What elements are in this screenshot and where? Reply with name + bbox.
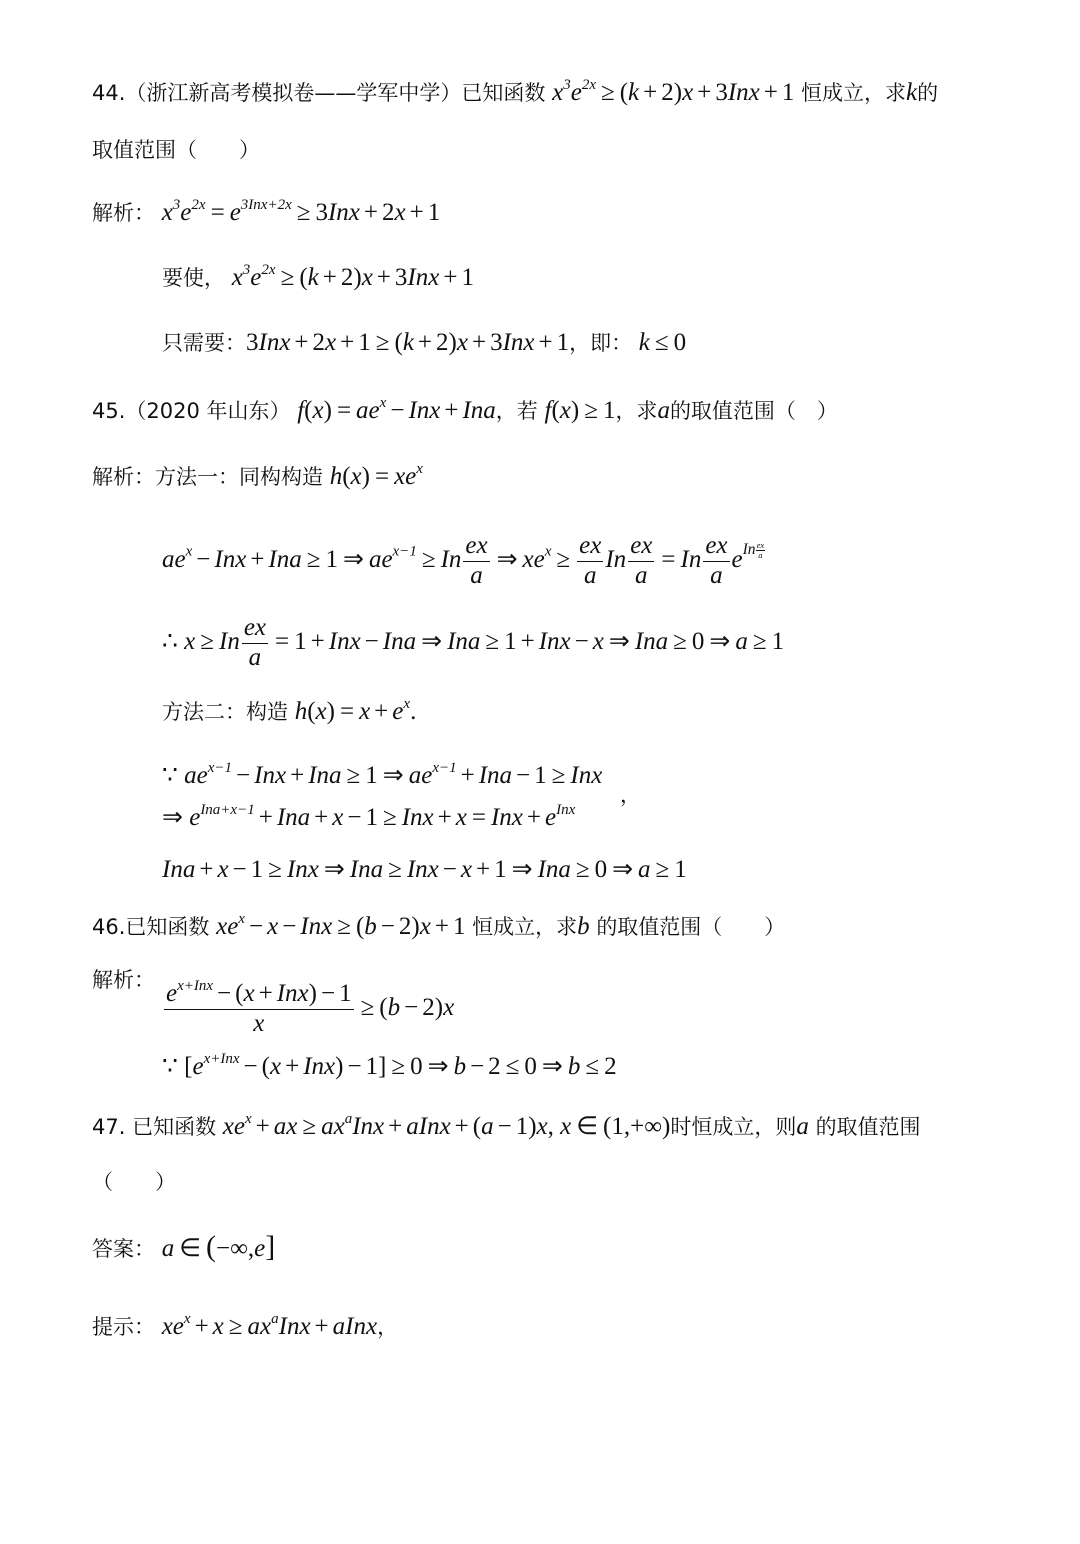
q45-ask: ，求 (615, 399, 658, 423)
q45-var-a: a (657, 397, 670, 424)
q45-derivation-4: ⇒ $e^{Ina+x-1}$ + Ina + x − 1 ≥ Inx + x = Inx + $e^{Inx}$ (162, 801, 576, 831)
q44-analysis-label: 解析： (92, 201, 155, 225)
q47-suffix: 时恒成立，则 (670, 1115, 797, 1139)
q45-method2-label: 方法二：构造 (162, 700, 288, 724)
q45-method1-construct: $h(x) = xe^x$ (329, 460, 423, 490)
q47-number: 47. (92, 1115, 126, 1139)
q46-analysis-result: ∵ $[e^{x+Inx} - (x + Inx) - 1] \ge 0$ ⇒ b − 2 ≤ 0 ⇒ b ≤ 2 (162, 1050, 617, 1080)
q47-hint-line (92, 1312, 398, 1342)
q46-statement (92, 912, 785, 942)
q47-tail: 的取值范围 (815, 1115, 921, 1139)
q44-statement-line2: 取值范围（ ） (92, 138, 260, 162)
q46-inequality: $xe^x - x$ − Inx ≥ (b − 2)x + 1 (216, 910, 466, 940)
q45-method1-line (92, 462, 423, 492)
q44-result: k ≤ 0 (638, 329, 687, 356)
q44-inequality: $x^3e^{2x} \ge (k + 2)x + 3Inx + 1$ (552, 76, 795, 106)
q45-trailing-comma: ， (620, 783, 641, 807)
q45-method2-construct: $h(x) = x + e^x$. (294, 695, 417, 725)
q45-derivation-5: Ina + x − 1 ≥ Inx ⇒ Ina ≥ Inx − x + 1 ⇒ Ina ≥ 0 ⇒ a ≥ 1 (162, 856, 687, 883)
q47-var-a: a (796, 1113, 809, 1140)
q45-tail: 的取值范围（ ） (669, 399, 838, 423)
q46-number: 46. (92, 915, 126, 939)
q44-ie-label: 即： (590, 331, 633, 355)
q45-comma: ， (495, 399, 517, 423)
q44-statement (92, 78, 938, 108)
q44-source: （浙江新高考模拟卷——学军中学） (125, 81, 462, 105)
q47-statement-line2: （ ） (92, 1170, 176, 1194)
q44-comma: ， (569, 331, 591, 355)
q45-method2-line (162, 697, 416, 727)
q45-statement (92, 396, 838, 426)
q44-only-label: 只需要： (162, 331, 246, 355)
q46-prefix: 已知函数 (125, 915, 210, 939)
q44-number: 44. (92, 81, 126, 105)
q46-tail: 的取值范围（ ） (596, 915, 786, 939)
q46-var-b: b (577, 913, 590, 940)
q44-only-line (162, 328, 686, 358)
q44-need-line (162, 263, 474, 293)
q44-need-label: 要使， (162, 266, 225, 290)
q47-statement (92, 1112, 921, 1142)
q45-derivation-2: ∴ x ≥ In $\frac{ex}{a}$ = 1 + Inx − Ina ⇒ Ina ≥ 1 + Inx − x ⇒ Ina ≥ 0 ⇒ a ≥ 1 (162, 614, 785, 671)
q45-analysis-label: 解析： (92, 465, 155, 489)
q47-answer-label: 答案： (92, 1237, 155, 1261)
q46-analysis-fraction: $\frac{e^{x+Inx} - (x + Inx) - 1}{x}$ ≥ (b − 2)x (166, 977, 455, 1037)
q45-number: 45. (92, 399, 126, 423)
q44-only-formula: 3Inx + 2x + 1 ≥ (k + 2)x + 3Inx + 1 (246, 329, 570, 356)
q45-derivation-1: $ae^x$ − Inx + Ina ≥ 1 ⇒ $ae^{x-1} \ge In$ $\frac{ex}{a}$ ⇒ $xe^x$ ≥ $\frac{ex}{a}$ In $\frac{ex}{a}$ = In $\frac{ex}{a}$ eIn $\frac{ex}{a}$ (162, 532, 765, 589)
q45-derivation-3: ∵ $ae^{x-1}$ − Inx + Ina ≥ 1 ⇒ $ae^{x-1}$ + Ina − 1 ≥ Inx (162, 759, 603, 789)
q45-if-label: 若 (516, 399, 538, 423)
q44-analysis-line (92, 198, 440, 228)
q44-var-k: k (906, 79, 918, 106)
q47-inequality: $xe^x$ + ax ≥ $ax^aInx$ + aInx + (a − 1)x, x ∈ (1,+∞) (222, 1110, 671, 1140)
q47-hint-formula: $xe^x + x \ge ax^aInx$ + aInx (161, 1310, 378, 1340)
q45-method1-label: 方法一：同构构造 (155, 465, 323, 489)
q47-hint-label: 提示： (92, 1315, 155, 1339)
q44-suffix: 恒成立，求 (801, 81, 907, 105)
q45-function: $f(x) = ae^x$ − Inx + Ina (297, 394, 496, 424)
q44-tail: 的 (917, 81, 939, 105)
q46-analysis-label: 解析： (92, 968, 155, 992)
q45-source: （2020 年山东） (125, 399, 291, 423)
q47-hint-comma: ， (377, 1315, 399, 1339)
q45-condition: f(x) ≥ 1 (544, 397, 616, 424)
q47-prefix: 已知函数 (132, 1115, 217, 1139)
q47-answer: a ∈ (−∞,e] (161, 1230, 276, 1263)
q44-analysis-formula: $x^3e^{2x} = e^{3Inx+2x} \ge 3Inx + 2x + 1$ (161, 196, 441, 226)
q44-need-formula: $x^3e^{2x} \ge (k + 2)x + 3Inx + 1$ (231, 261, 474, 291)
q44-prefix: 已知函数 (461, 81, 546, 105)
q47-answer-line (92, 1229, 275, 1265)
q46-suffix: 恒成立，求 (472, 915, 578, 939)
